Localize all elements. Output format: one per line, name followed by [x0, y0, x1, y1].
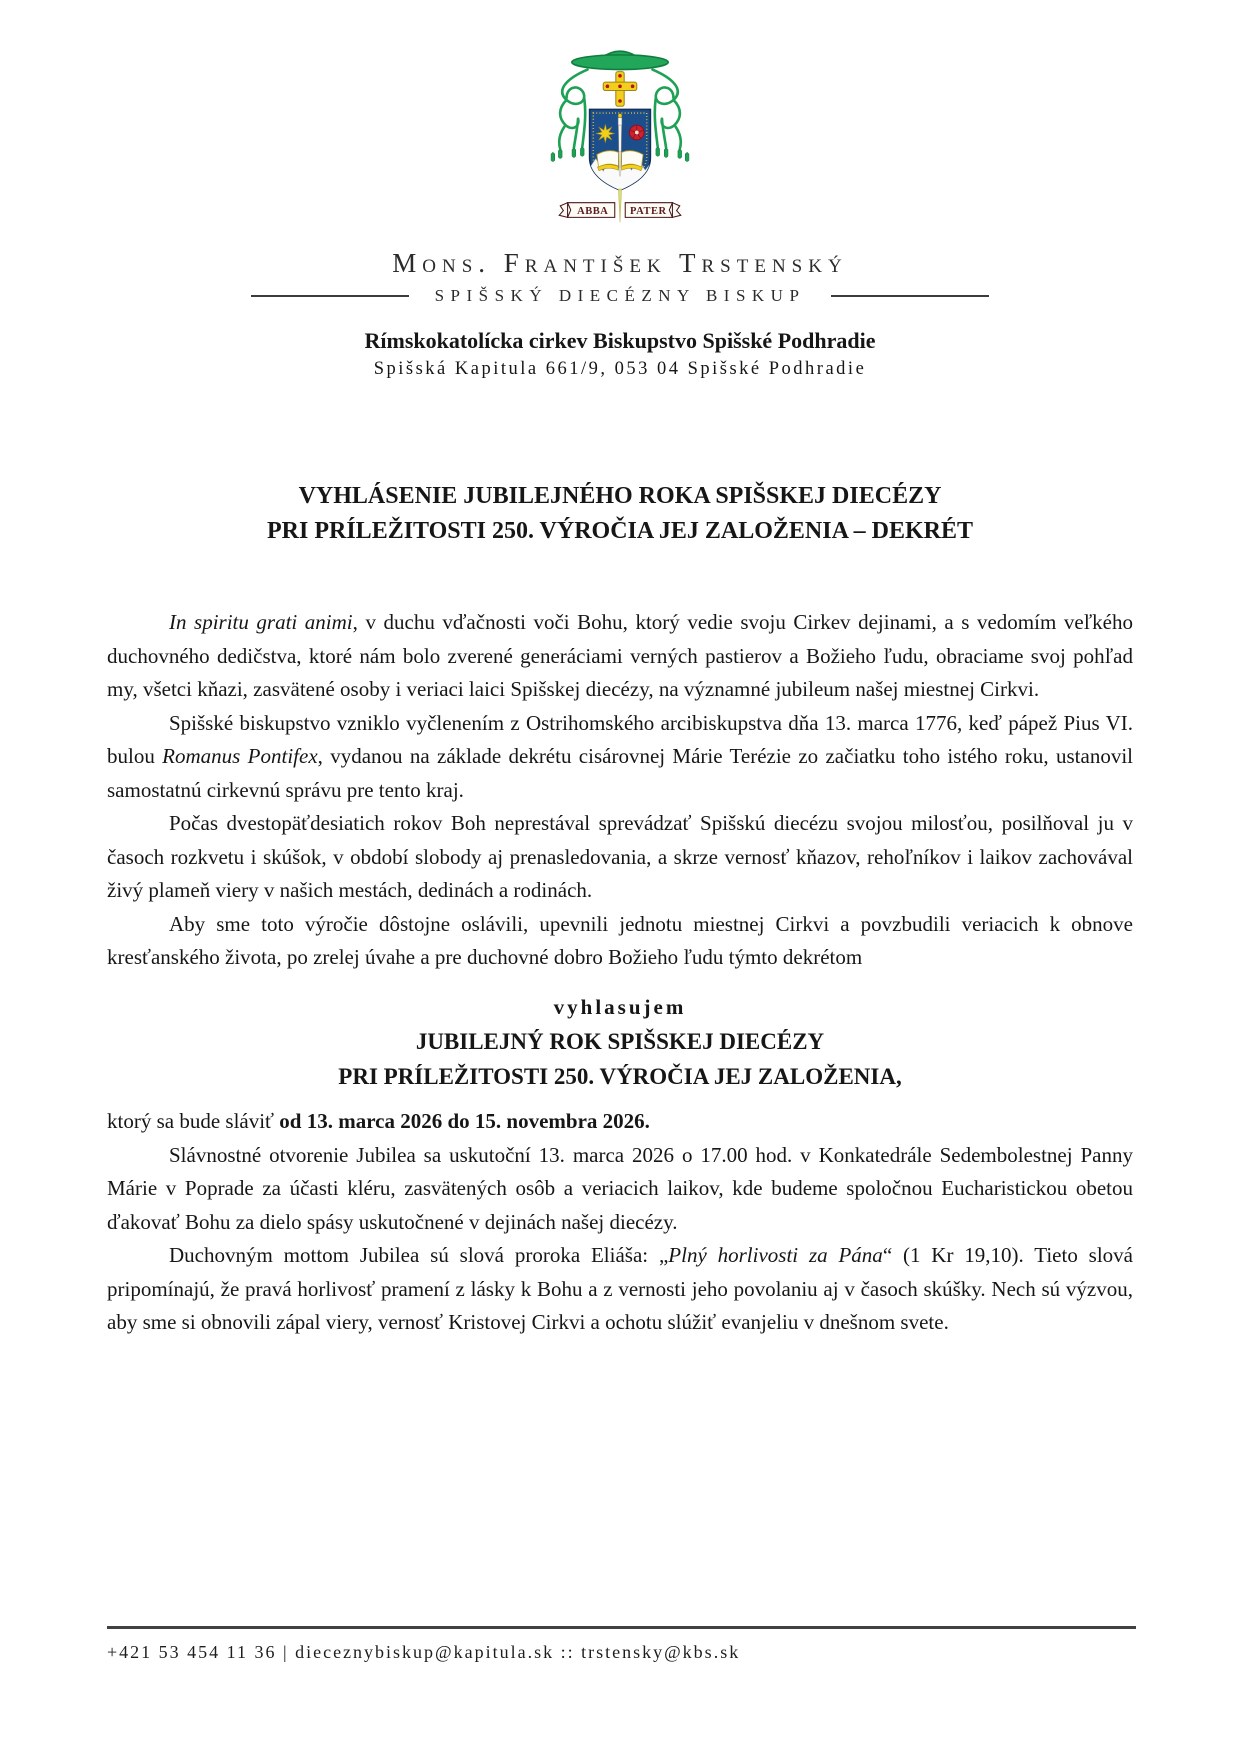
organization-address: Spišská Kapitula 661/9, 053 04 Spišské Podhradie — [373, 359, 867, 379]
bishop-name: Mons. František Trstenský — [392, 248, 848, 278]
text-segment: . — [644, 1109, 650, 1133]
organization-name: Rímskokatolícka cirkev Biskupstvo Spišské Podhradie — [364, 328, 876, 353]
footer-contact: +421 53 454 11 36 | dieceznybiskup@kapitula.sk :: trstensky@kbs.sk — [107, 1642, 741, 1662]
document-title-line2: PRI PRÍLEŽITOSTI 250. VÝROČIA JEJ ZALOŽENIA – DEKRÉT — [267, 518, 973, 544]
text-segment: , vydanou na základe dekrétu cisárovnej Márie Terézie zo začiatku toho istého roku, ustanovil samostatnú cirkevnú správu pre tento kraj. — [107, 744, 1133, 802]
text-segment: Duchovným mottom Jubilea sú slová proroka Eliáša: „ — [169, 1243, 669, 1267]
text-segment: In spiritu grati animi — [169, 610, 353, 634]
text-segment: PRI PRÍLEŽITOSTI 250. VÝROČIA JEJ ZALOŽENIA, — [338, 1064, 902, 1089]
page-footer — [107, 1626, 1136, 1663]
rose-icon — [629, 125, 644, 140]
text-segment: Počas dvestopäťdesiatich rokov Boh neprestával sprevádzať Spišskú diecézu svojou milosťou, posilňoval ju v časoch rozkvetu i skúšok, v období slobody aj prenasledovania, a skrze vernosť kňazov, rehoľníkov i laikov zachovával živý plameň viery v našich mestách, dedinách a rodinách. — [107, 811, 1133, 902]
paragraph — [107, 1059, 1133, 1094]
coat-of-arms-graphic — [536, 36, 704, 231]
document-title-line1: VYHLÁSENIE JUBILEJNÉHO ROKA SPIŠSKEJ DIECÉZY — [298, 483, 942, 509]
text-segment: vyhlasujem — [553, 994, 687, 1019]
footer-divider — [107, 1626, 1136, 1629]
text-segment: , v duchu vďačnosti voči Bohu, ktorý vedie svoju Cirkev dejinami, a s vedomím veľkého duchovného dedičstva, ktoré nám bolo zverené generáciami verných pastierov a Božieho ľudu, obraciame svoj pohľad my, všetci kňazi, zasvätené osoby i veriaci laici Spišskej diecézy, na významné jubileum našej miestnej Cirkvi. — [107, 610, 1133, 701]
role-rule-left — [251, 295, 409, 297]
text-segment: JUBILEJNÝ ROK SPIŠSKEJ DIECÉZY — [415, 1029, 825, 1054]
text-segment: “ (1 Kr 19,10). Tieto slová pripomínajú, že pravá horlivosť pramení z lásky k Bohu a z vernosti jeho povolaniu aj v časoch skúšky. Nech sú výzvou, aby sme si obnovili zápal viery, vernosť Kristovej Cirkvi a ochotu slúžiť evanjeliu v dnešnom svete. — [107, 1243, 1133, 1334]
shield — [586, 109, 655, 193]
motto-abba: ABBA — [577, 206, 609, 218]
bishop-coat-of-arms — [536, 36, 704, 231]
text-segment: Plný horlivosti za Pána — [668, 1243, 883, 1267]
text-segment: od 13. marca 2026 do 15. novembra 2026 — [279, 1109, 645, 1133]
star-icon — [596, 124, 615, 143]
text-segment: Slávnostné otvorenie Jubilea sa uskutoční 13. marca 2026 o 17.00 hod. v Konkatedrále Sedembolestnej Panny Márie v Poprade za účasti kléru, zasvätených osôb a veriacich laikov, kde budeme spoločnou Eucharistickou obetou ďakovať Bohu za dielo spásy uskutočnené v dejinách našej diecézy. — [107, 1142, 1133, 1234]
sword-tip — [618, 189, 621, 223]
paragraph — [107, 991, 1133, 1025]
text-segment: Romanus Pontifex — [162, 744, 318, 768]
letterhead — [0, 0, 1240, 380]
role-rule-right — [831, 295, 989, 297]
paragraph — [107, 908, 1133, 975]
bishop-role: SPIŠSKÝ DIECÉZNY BISKUP — [434, 286, 806, 305]
paragraph — [107, 1139, 1133, 1240]
text-segment: Aby sme toto výročie dôstojne oslávili, upevnili jednotu miestnej Cirkvi a povzbudili veriacich k obnove kresťanského života, po zrelej úvahe a pre duchovné dobro Božieho ľudu týmto dekrétom — [107, 911, 1133, 969]
paragraph — [107, 1239, 1133, 1340]
paragraph — [107, 1105, 1133, 1139]
paragraph — [107, 707, 1133, 808]
cross-icon — [603, 72, 637, 107]
paragraph — [107, 1024, 1133, 1059]
galero-hat — [572, 51, 668, 69]
bishop-role-row — [0, 286, 1240, 306]
text-segment: Spišské biskupstvo vzniklo vyčlenením z Ostrihomského arcibiskupstva dňa 13. marca 1776, keď pápež Pius VI. bulou — [107, 710, 1133, 768]
motto-pater: PATER — [630, 206, 667, 218]
document-title — [107, 479, 1133, 549]
paragraph — [107, 807, 1133, 908]
paragraph — [107, 606, 1133, 707]
document-body — [107, 606, 1133, 1340]
text-segment: ktorý sa bude sláviť — [107, 1109, 280, 1133]
